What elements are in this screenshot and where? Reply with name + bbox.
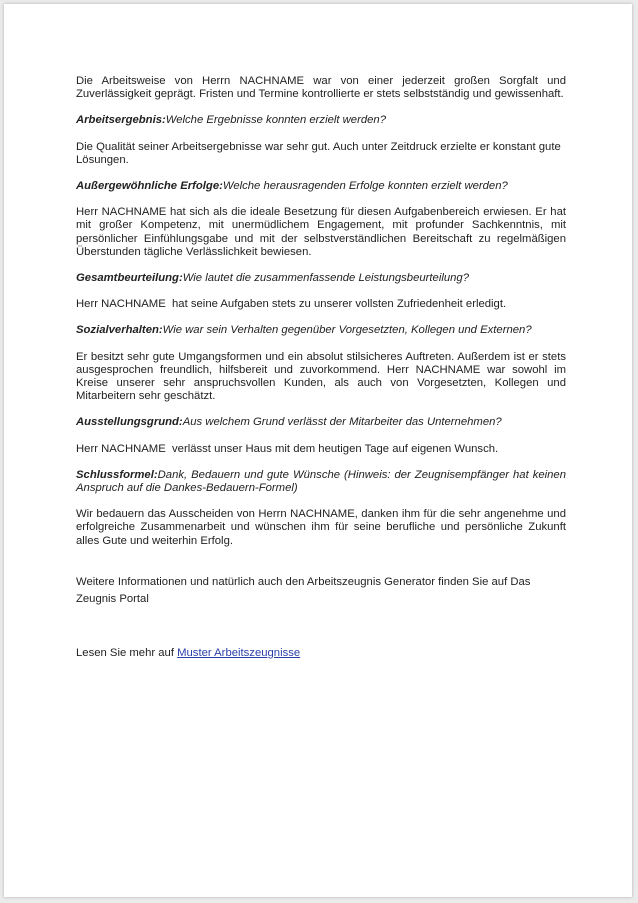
arbeitsergebnis-heading	[76, 114, 566, 127]
intro-paragraph: Die Arbeitsweise von Herrn NACHNAME war von einer jederzeit großen Sorgfalt und Zuverlässigkeit geprägt. Fristen und Termine kontrollierte er stets selbstständig und gewissenhaft.	[76, 75, 566, 101]
gesamt-heading	[76, 272, 566, 285]
erfolge-question: Welche herausragenden Erfolge konnten erzielt werden?	[222, 180, 508, 193]
schluss-heading	[76, 469, 566, 495]
document-body	[76, 75, 566, 660]
gesamt-question: Wie lautet die zusammenfassende Leistungsbeurteilung?	[182, 272, 469, 285]
grund-paragraph: Herr NACHNAME verlässt unser Haus mit dem heutigen Tage auf eigenen Wunsch.	[76, 442, 499, 455]
grund-label: Ausstellungsgrund:	[76, 416, 183, 429]
erfolge-paragraph: Herr NACHNAME hat sich als die ideale Besetzung für diesen Aufgabenbereich erwiesen. Er hat mit großer Kompetenz, mit unermüdlichem Engagement, mit profunder Sachkenntnis, mit persönlicher Einfühlungsgabe und mit der selbstverständlichen Bereitschaft zu regelmäßigen Überstunden tägliche Verlässlichkeit bewiesen.	[76, 206, 566, 258]
erfolge-heading	[76, 180, 566, 193]
erfolge-label: Außergewöhnliche Erfolge:	[76, 180, 223, 193]
gesamt-label: Gesamtbeurteilung:	[76, 272, 183, 285]
sozial-paragraph: Er besitzt sehr gute Umgangsformen und ein absolut stilsicheres Auftreten. Außerdem ist er stets ausgesprochen freundlich, hilfsbereit und zuvorkommend. Herr NACHNAME war sowohl im Kreise unserer sehr anspruchsvollen Kunden, als auch von Vorgesetzten, Kollegen und Mitarbeitern sehr geschätzt.	[76, 350, 566, 403]
document-page	[4, 4, 632, 897]
arbeitsergebnis-paragraph: Die Qualität seiner Arbeitsergebnisse war sehr gut. Auch unter Zeitdruck erzielte er konstant gute Lösungen.	[76, 140, 561, 166]
schluss-question: Dank, Bedauern und gute Wünsche (Hinweis: der Zeugnisempfänger hat keinen Anspruch auf die Dankes-Bedauern-Formel)	[76, 468, 566, 495]
grund-question: Aus welchem Grund verlässt der Mitarbeiter das Unternehmen?	[182, 416, 502, 429]
gesamt-paragraph: Herr NACHNAME hat seine Aufgaben stets zu unserer vollsten Zufriedenheit erledigt.	[76, 298, 507, 311]
more-prefix: Lesen Sie mehr auf	[76, 646, 178, 659]
sozial-heading	[76, 324, 566, 337]
more-paragraph	[76, 647, 566, 660]
muster-arbeitszeugnisse-link[interactable]: Muster Arbeitszeugnisse	[177, 646, 301, 659]
schluss-label: Schlussformel:	[76, 468, 158, 481]
schluss-paragraph: Wir bedauern das Ausscheiden von Herrn NACHNAME, danken ihm für die sehr angenehme und erfolgreiche Zusammenarbeit und wünschen ihm für seine berufliche und persönliche Zukunft alles Gute und weiterhin Erfolg.	[76, 508, 566, 547]
grund-heading	[76, 416, 566, 429]
arbeitsergebnis-label: Arbeitsergebnis:	[76, 114, 166, 127]
sozial-question: Wie war sein Verhalten gegenüber Vorgesetzten, Kollegen und Externen?	[162, 324, 532, 337]
sozial-label: Sozialverhalten:	[76, 324, 163, 337]
info-paragraph: Weitere Informationen und natürlich auch den Arbeitszeugnis Generator finden Sie auf Das Zeugnis Portal	[76, 575, 531, 605]
arbeitsergebnis-question: Welche Ergebnisse konnten erzielt werden?	[165, 114, 386, 127]
